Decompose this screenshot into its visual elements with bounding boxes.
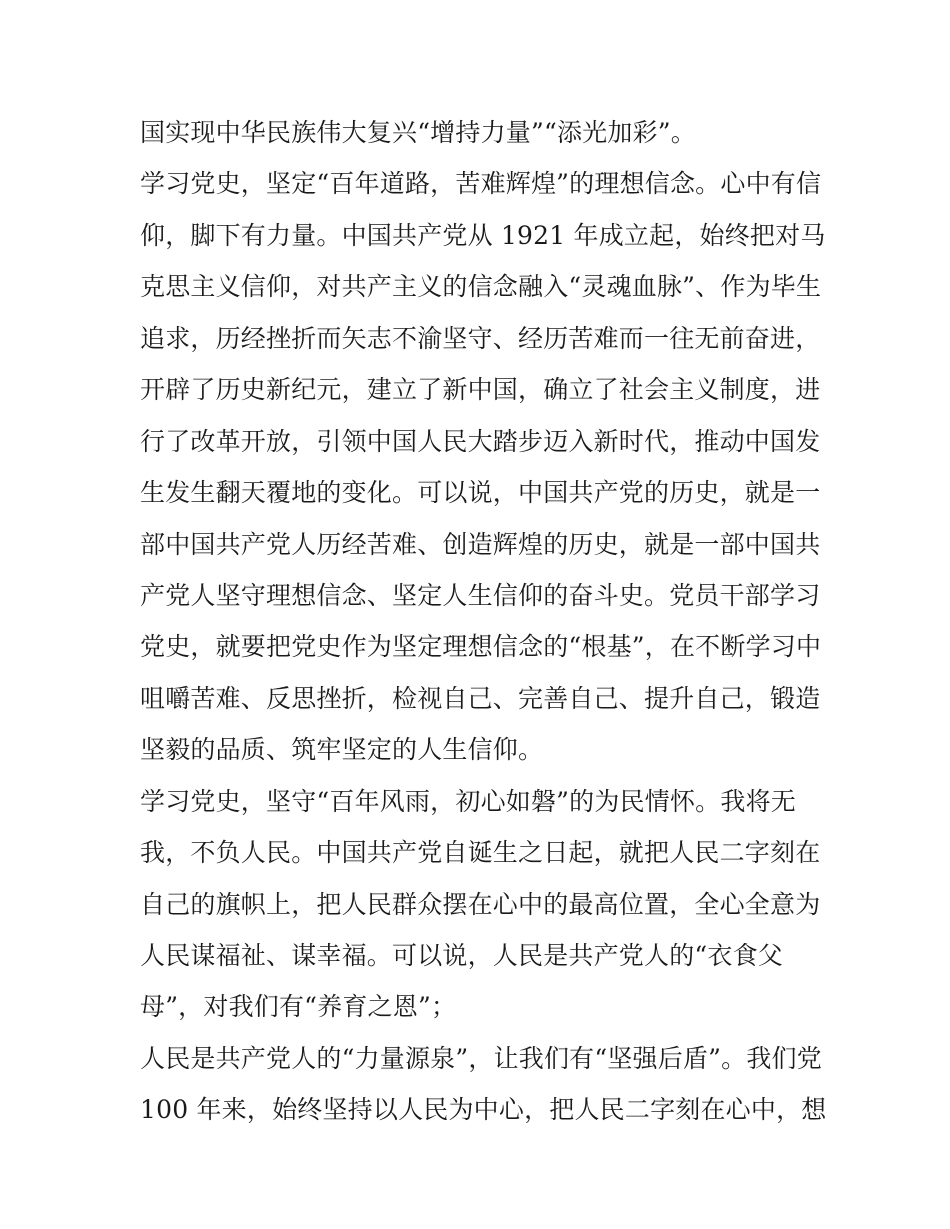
- text-line: 100 年来，始终坚持以人民为中心，把人民二字刻在心中，想: [140, 1095, 827, 1125]
- text-line: 开辟了历史新纪元，建立了新中国，确立了社会主义制度，进: [140, 375, 821, 405]
- text-line: 咀嚼苦难、反思挫折，检视自己、完善自己、提升自己，锻造: [140, 683, 821, 713]
- text-line: 我，不负人民。中国共产党自诞生之日起，就把人民二字刻在: [140, 838, 821, 868]
- text-line: 国实现中华民族伟大复兴“增持力量”“添光加彩”。: [140, 118, 696, 147]
- text-line: 坚毅的品质、筑牢坚定的人生信仰。: [140, 735, 544, 765]
- document-body: [140, 107, 827, 1136]
- text-line: 学习党史，坚定“百年道路，苦难辉煌”的理想信念。心中有信: [140, 169, 822, 199]
- text-line: 自己的旗帜上，把人民群众摆在心中的最高位置，全心全意为: [140, 889, 821, 919]
- text-line: 学习党史，坚守“百年风雨，初心如磐”的为民情怀。我将无: [140, 786, 796, 816]
- text-line: 追求，历经挫折而矢志不渝坚守、经历苦难而一往无前奋进，: [140, 323, 821, 353]
- text-line: 部中国共产党人历经苦难、创造辉煌的历史，就是一部中国共: [140, 529, 821, 559]
- text-line: 仰，脚下有力量。中国共产党从 1921 年成立起，始终把对马: [140, 220, 826, 250]
- text-line: 克思主义信仰，对共产主义的信念融入“灵魂血脉”、作为毕生: [140, 272, 822, 302]
- text-line: 人民谋福祉、谋幸福。可以说，人民是共产党人的“衣食父: [140, 941, 783, 970]
- text-line: 人民是共产党人的“力量源泉”，让我们有“坚强后盾”。我们党: [140, 1043, 822, 1073]
- text-line: 行了改革开放，引领中国人民大踏步迈入新时代，推动中国发: [140, 426, 821, 456]
- text-line: 产党人坚守理想信念、坚定人生信仰的奋斗史。党员干部学习: [140, 580, 821, 610]
- text-line: 母”，对我们有“养育之恩”；: [140, 992, 457, 1022]
- text-line: 生发生翻天覆地的变化。可以说，中国共产党的历史，就是一: [140, 478, 821, 508]
- text-line: 党史，就要把党史作为坚定理想信念的“根基”，在不断学习中: [140, 632, 822, 662]
